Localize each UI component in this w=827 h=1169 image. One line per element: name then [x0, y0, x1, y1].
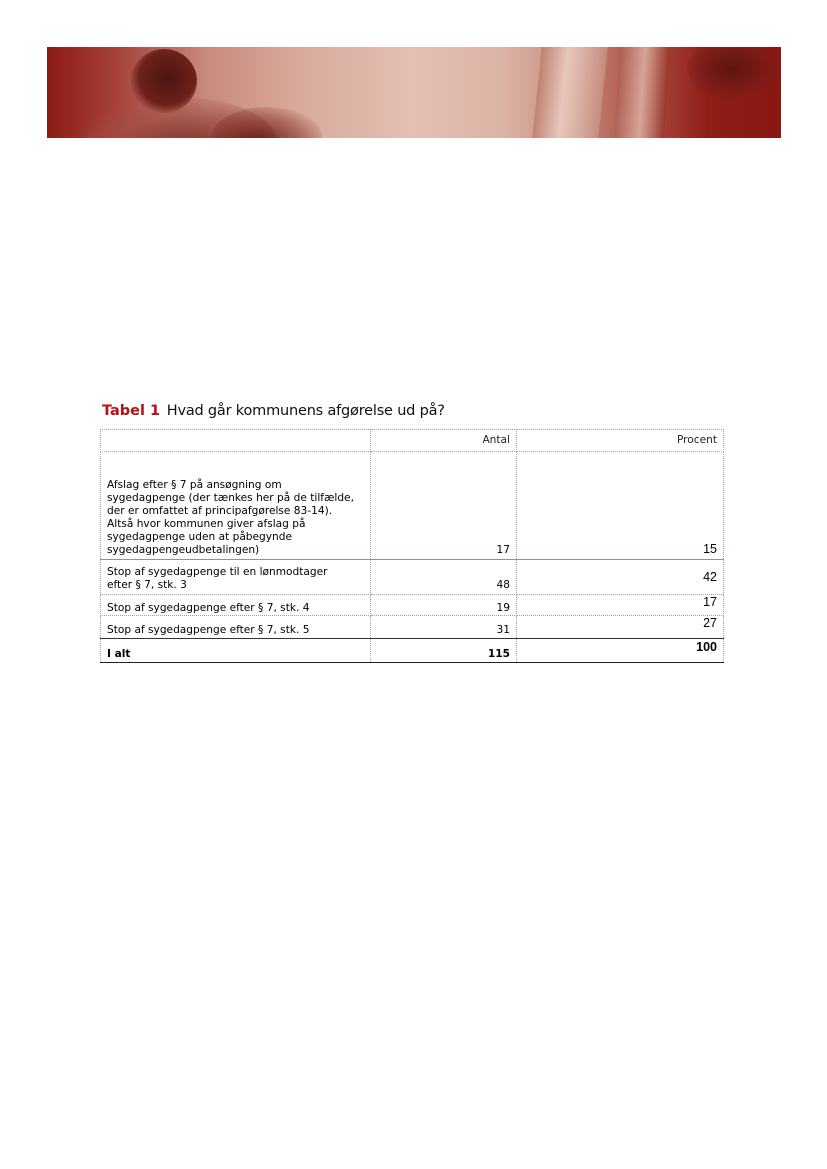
row-label-line: Altså hvor kommunen giver afslag på — [107, 518, 306, 530]
row-label — [101, 560, 371, 595]
total-label: I alt — [101, 639, 371, 663]
table-row — [101, 595, 724, 616]
row-label — [101, 452, 371, 560]
table-header-row — [101, 430, 724, 452]
header-count: Antal — [371, 430, 517, 452]
table-caption — [102, 403, 445, 419]
row-count: 19 — [371, 595, 517, 616]
row-label-line: sygedagpenge (der tænkes her på de tilfælde, — [107, 492, 354, 504]
row-label-line: sygedagpenge uden at påbegynde — [107, 531, 292, 543]
row-percent: 42 — [517, 560, 724, 595]
total-count: 115 — [371, 639, 517, 663]
table-row — [101, 616, 724, 639]
row-label-line: Stop af sygedagpenge til en lønmodtager — [107, 566, 328, 578]
row-label-line: der er omfattet af principafgørelse 83-14). — [107, 505, 333, 517]
row-count: 31 — [371, 616, 517, 639]
data-table — [100, 429, 724, 663]
header-percent: Procent — [517, 430, 724, 452]
banner-shape-screen — [532, 47, 609, 138]
header-category — [101, 430, 371, 452]
table-title: Hvad går kommunens afgørelse ud på? — [166, 403, 445, 419]
table-total-row — [101, 639, 724, 663]
row-label-line: sygedagpengeudbetalingen) — [107, 544, 260, 556]
row-label-line: efter § 7, stk. 3 — [107, 579, 187, 591]
banner-shape-head — [131, 49, 197, 113]
table-row — [101, 452, 724, 560]
row-count: 17 — [371, 452, 517, 560]
total-percent: 100 — [517, 639, 724, 663]
row-label: Stop af sygedagpenge efter § 7, stk. 4 — [101, 595, 371, 616]
banner-shape-right — [687, 47, 777, 99]
row-percent: 17 — [517, 595, 724, 616]
table-row — [101, 560, 724, 595]
row-count: 48 — [371, 560, 517, 595]
row-label: Stop af sygedagpenge efter § 7, stk. 5 — [101, 616, 371, 639]
row-percent: 27 — [517, 616, 724, 639]
row-label-line: Afslag efter § 7 på ansøgning om — [107, 479, 282, 491]
header-photo-banner — [47, 47, 781, 138]
banner-shape-screen-2 — [614, 47, 671, 138]
row-percent: 15 — [517, 452, 724, 560]
table-label: Tabel 1 — [102, 403, 161, 419]
